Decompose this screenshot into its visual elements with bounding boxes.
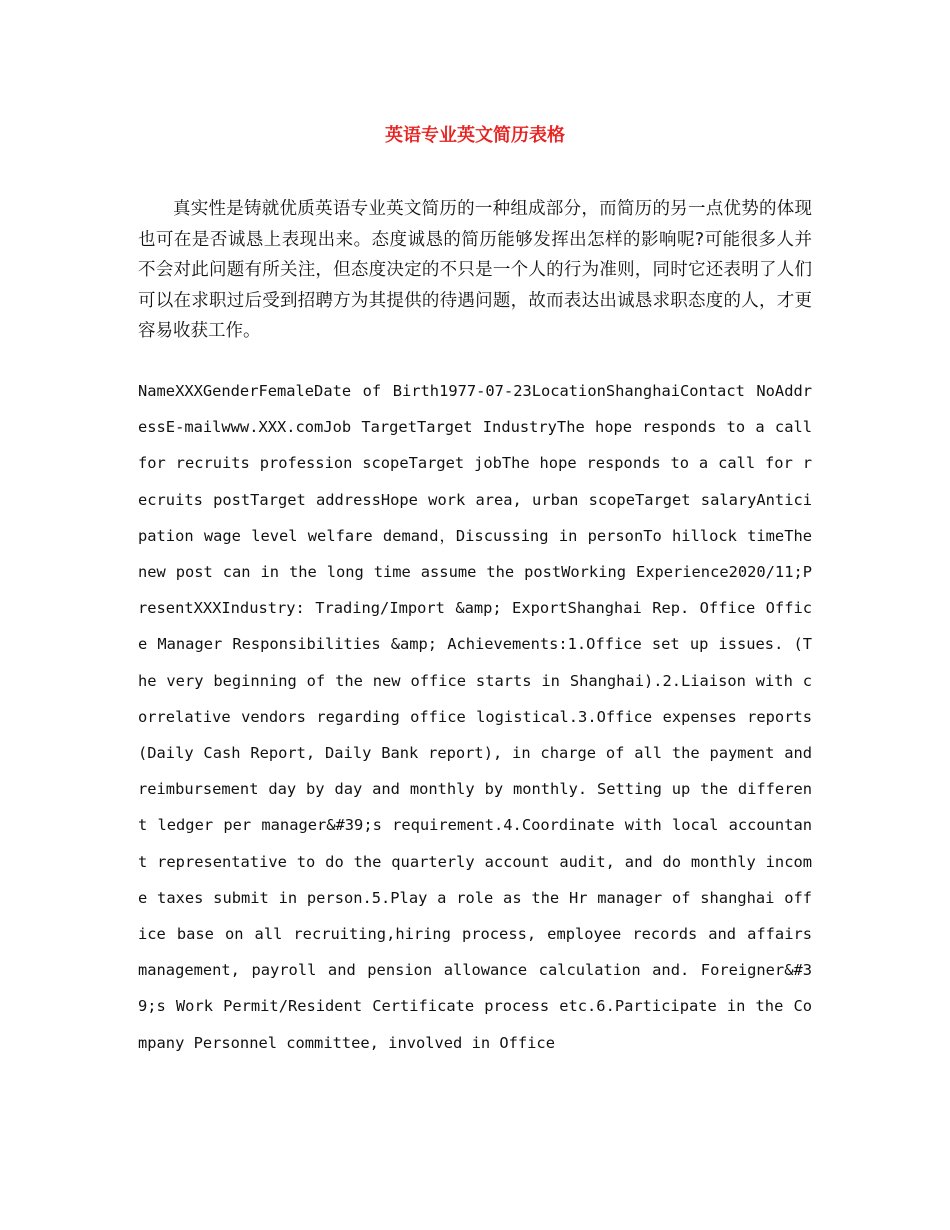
document-title: 英语专业英文简历表格 [385,125,565,146]
intro-paragraph: 真实性是铸就优质英语专业英文简历的一种组成部分，而简历的另一点优势的体现也可在是否诚恳上表现出来。态度诚恳的简历能够发挥出怎样的影响呢?可能很多人并不会对此问题有所关注，但态度决定的不只是一个人的行为准则，同时它还表明了人们可以在求职过后受到招聘方为其提供的待遇问题，故而表达出诚恳求职态度的人，才更容易收获工作。 [138,199,812,341]
resume-body-text: NameXXXGenderFemaleDate of Birth1977-07-23LocationShanghaiContact NoAddressE-mailwww.XXX.comJob TargetTarget IndustryThe hope responds to a call for recruits profession scopeTarget jobThe hope responds to a call for recruits postTarget addressHope work area, urban scopeTarget salaryAnticipation wage level welfare demand，Discussing in personTo hillock timeThe new post can in the long time assume the postWorking Experience2020/11;PresentXXXIndustry: Trading/Import &amp; ExportShanghai Rep. Office Office Manager Responsibilities &amp; Achievements:1.Office set up issues. (The very beginning of the new office starts in Shanghai).2.Liaison with correlative vendors regarding office logistical.3.Office expenses reports (Daily Cash Report, Daily Bank report), in charge of all the payment and reimbursement day by day and monthly by monthly. Setting up the different ledger per manager&#39;s requirement.4.Coordinate with local accountant representative to do the quarterly account audit, and do monthly income taxes submit in person.5.Play a role as the Hr manager of shanghai office base on all recruiting,hiring process, employee records and affairs management, payroll and pension allowance calculation and. Foreigner&#39;s Work Permit/Resident Certificate process etc.6.Participate in the Company Personnel committee, involved in Office [138,382,812,1052]
